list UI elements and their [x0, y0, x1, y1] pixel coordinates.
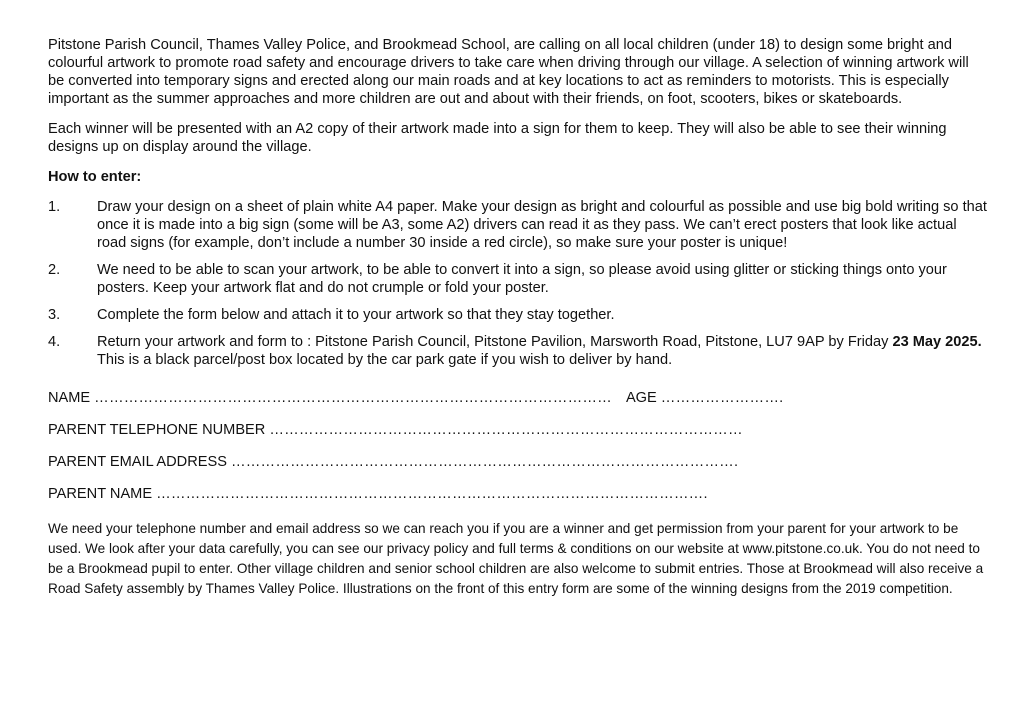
instruction-number: 4. — [48, 334, 61, 350]
instruction-text: Complete the form below and attach it to your artwork so that they stay together. — [97, 307, 615, 323]
phone-label: PARENT TELEPHONE NUMBER — [48, 422, 266, 438]
instruction-item — [48, 261, 988, 297]
instruction-number: 3. — [48, 307, 61, 323]
name-field[interactable]: …………………………………………………………………………………………… — [94, 390, 612, 406]
phone-row — [48, 421, 988, 453]
return-address-text: Return your artwork and form to : Pitstone Parish Council, Pitstone Pavilion, Marsworth Road, Pitstone, LU7 9AP by Friday — [97, 334, 893, 350]
age-label: AGE — [625, 390, 657, 406]
entry-form-page — [48, 36, 988, 613]
parent-name-field[interactable]: …………………………………………………………………………………………………. — [156, 486, 708, 502]
email-field[interactable]: …………………………………………………………………………………………. — [230, 454, 739, 470]
name-label: NAME — [48, 390, 91, 406]
deadline-date: 23 May 2025. — [892, 334, 982, 350]
email-row — [48, 453, 988, 485]
age-field[interactable]: ……………………. — [660, 390, 784, 406]
drop-off-text: This is a black parcel/post box located by the car park gate if you wish to deliver by hand. — [97, 352, 673, 368]
instruction-text — [97, 333, 988, 369]
instruction-item — [48, 333, 988, 369]
phone-field[interactable]: …………………………………………………………………………………… — [269, 422, 743, 438]
how-to-enter-heading: How to enter: — [48, 169, 142, 185]
name-row — [48, 389, 988, 421]
privacy-note: We need your telephone number and email address so we can reach you if you are a winner and get permission from your parent for your artwork to be used. We look after your data carefully, you can see our privacy policy and full terms & conditions on our website at www.pitstone.co.uk. You do not need to be a Brookmead pupil to enter. Other village children and senior school children are also welcome to submit entries. Those at Brookmead will also receive a Road Safety assembly by Thames Valley Police. Illustrations on the front of this entry form are some of the winning designs from the 2019 competition. — [48, 521, 984, 596]
instruction-item — [48, 198, 988, 252]
intro-paragraph: Pitstone Parish Council, Thames Valley Police, and Brookmead School, are calling on all local children (under 18) to design some bright and colourful artwork to promote road safety and encourage drivers to take care when driving through our village. A selection of winning artwork will be converted into temporary signs and erected along our main roads and at key locations to act as reminders to motorists. This is especially important as the summer approaches and more children are out and about with their friends, on foot, scooters, bikes or skateboards. — [48, 37, 969, 107]
instruction-number: 2. — [48, 262, 61, 278]
instruction-item — [48, 306, 988, 324]
prize-paragraph: Each winner will be presented with an A2 copy of their artwork made into a sign for them to keep. They will also be able to see their winning designs up on display around the village. — [48, 121, 947, 155]
parent-name-label: PARENT NAME — [48, 486, 153, 502]
instruction-text: We need to be able to scan your artwork, to be able to convert it into a sign, so please avoid using glitter or sticking things onto your posters. Keep your artwork flat and do not crumple or fold your poster. — [97, 262, 947, 296]
email-label: PARENT EMAIL ADDRESS — [48, 454, 227, 470]
instruction-number: 1. — [48, 199, 61, 215]
instruction-text: Draw your design on a sheet of plain white A4 paper. Make your design as bright and colourful as possible and use big bold writing so that once it is made into a big sign (some will be A3, some A2) drivers can read it as they pass. We can’t erect posters that look like actual road signs (for example, don’t include a number 30 inside a red circle), so make sure your poster is unique! — [97, 199, 987, 251]
entry-details-form — [48, 389, 988, 517]
parent-name-row — [48, 485, 988, 517]
